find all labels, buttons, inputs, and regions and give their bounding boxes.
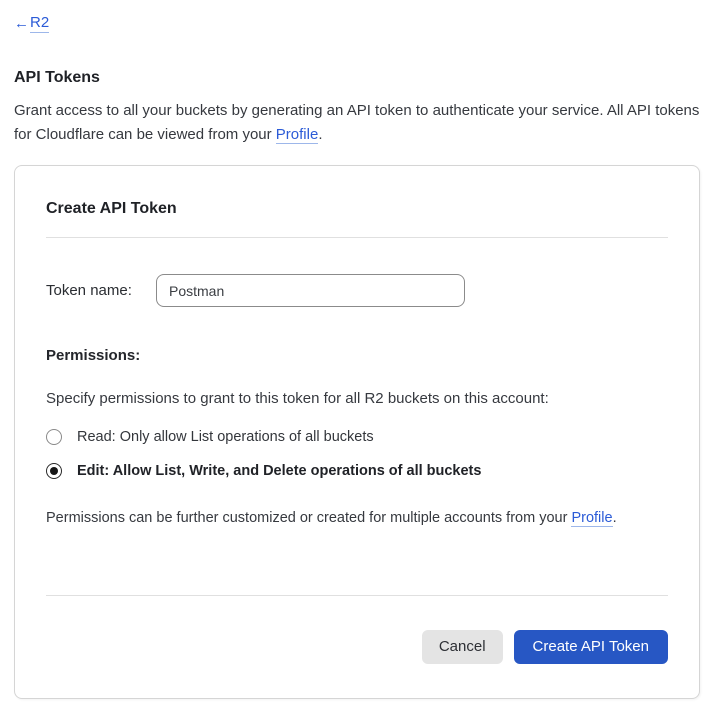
- card-button-row: [46, 630, 668, 664]
- back-arrow-icon: ←: [14, 15, 29, 32]
- permission-option-edit-label: Edit: Allow List, Write, and Delete operations of all buckets: [77, 463, 482, 479]
- token-name-label: Token name:: [46, 282, 132, 299]
- permissions-note: [46, 509, 668, 527]
- card-title: Create API Token: [46, 200, 177, 217]
- back-to-r2-link[interactable]: [14, 14, 49, 33]
- permission-option-read-label: Read: Only allow List operations of all buckets: [77, 429, 374, 445]
- page-title: API Tokens: [14, 69, 100, 86]
- radio-button-icon[interactable]: [46, 463, 62, 479]
- page-intro: [14, 99, 706, 147]
- token-name-input[interactable]: [156, 274, 465, 307]
- permission-option-read[interactable]: [46, 428, 668, 446]
- back-link-label: R2: [30, 14, 50, 31]
- profile-link-note[interactable]: Profile: [571, 510, 613, 526]
- card-footer-divider: [46, 595, 668, 596]
- permission-option-edit[interactable]: [46, 462, 668, 480]
- token-name-row: [46, 274, 668, 307]
- intro-text: Grant access to all your buckets by generating an API token to authenticate your service. All API tokens for Cloudflare can be viewed from your: [14, 102, 700, 143]
- card-title-divider: [46, 237, 668, 238]
- create-api-token-button[interactable]: Create API Token: [514, 630, 668, 664]
- cancel-button[interactable]: Cancel: [422, 630, 503, 664]
- note-text-suffix: .: [612, 510, 617, 526]
- permissions-description: Specify permissions to grant to this token for all R2 buckets on this account:: [46, 390, 549, 407]
- radio-button-icon[interactable]: [46, 429, 62, 445]
- permissions-heading: Permissions:: [46, 347, 141, 364]
- note-text: Permissions can be further customized or created for multiple accounts from your: [46, 510, 572, 526]
- create-api-token-card: [14, 165, 700, 699]
- intro-text-suffix: .: [318, 126, 323, 143]
- profile-link-intro[interactable]: Profile: [275, 126, 319, 143]
